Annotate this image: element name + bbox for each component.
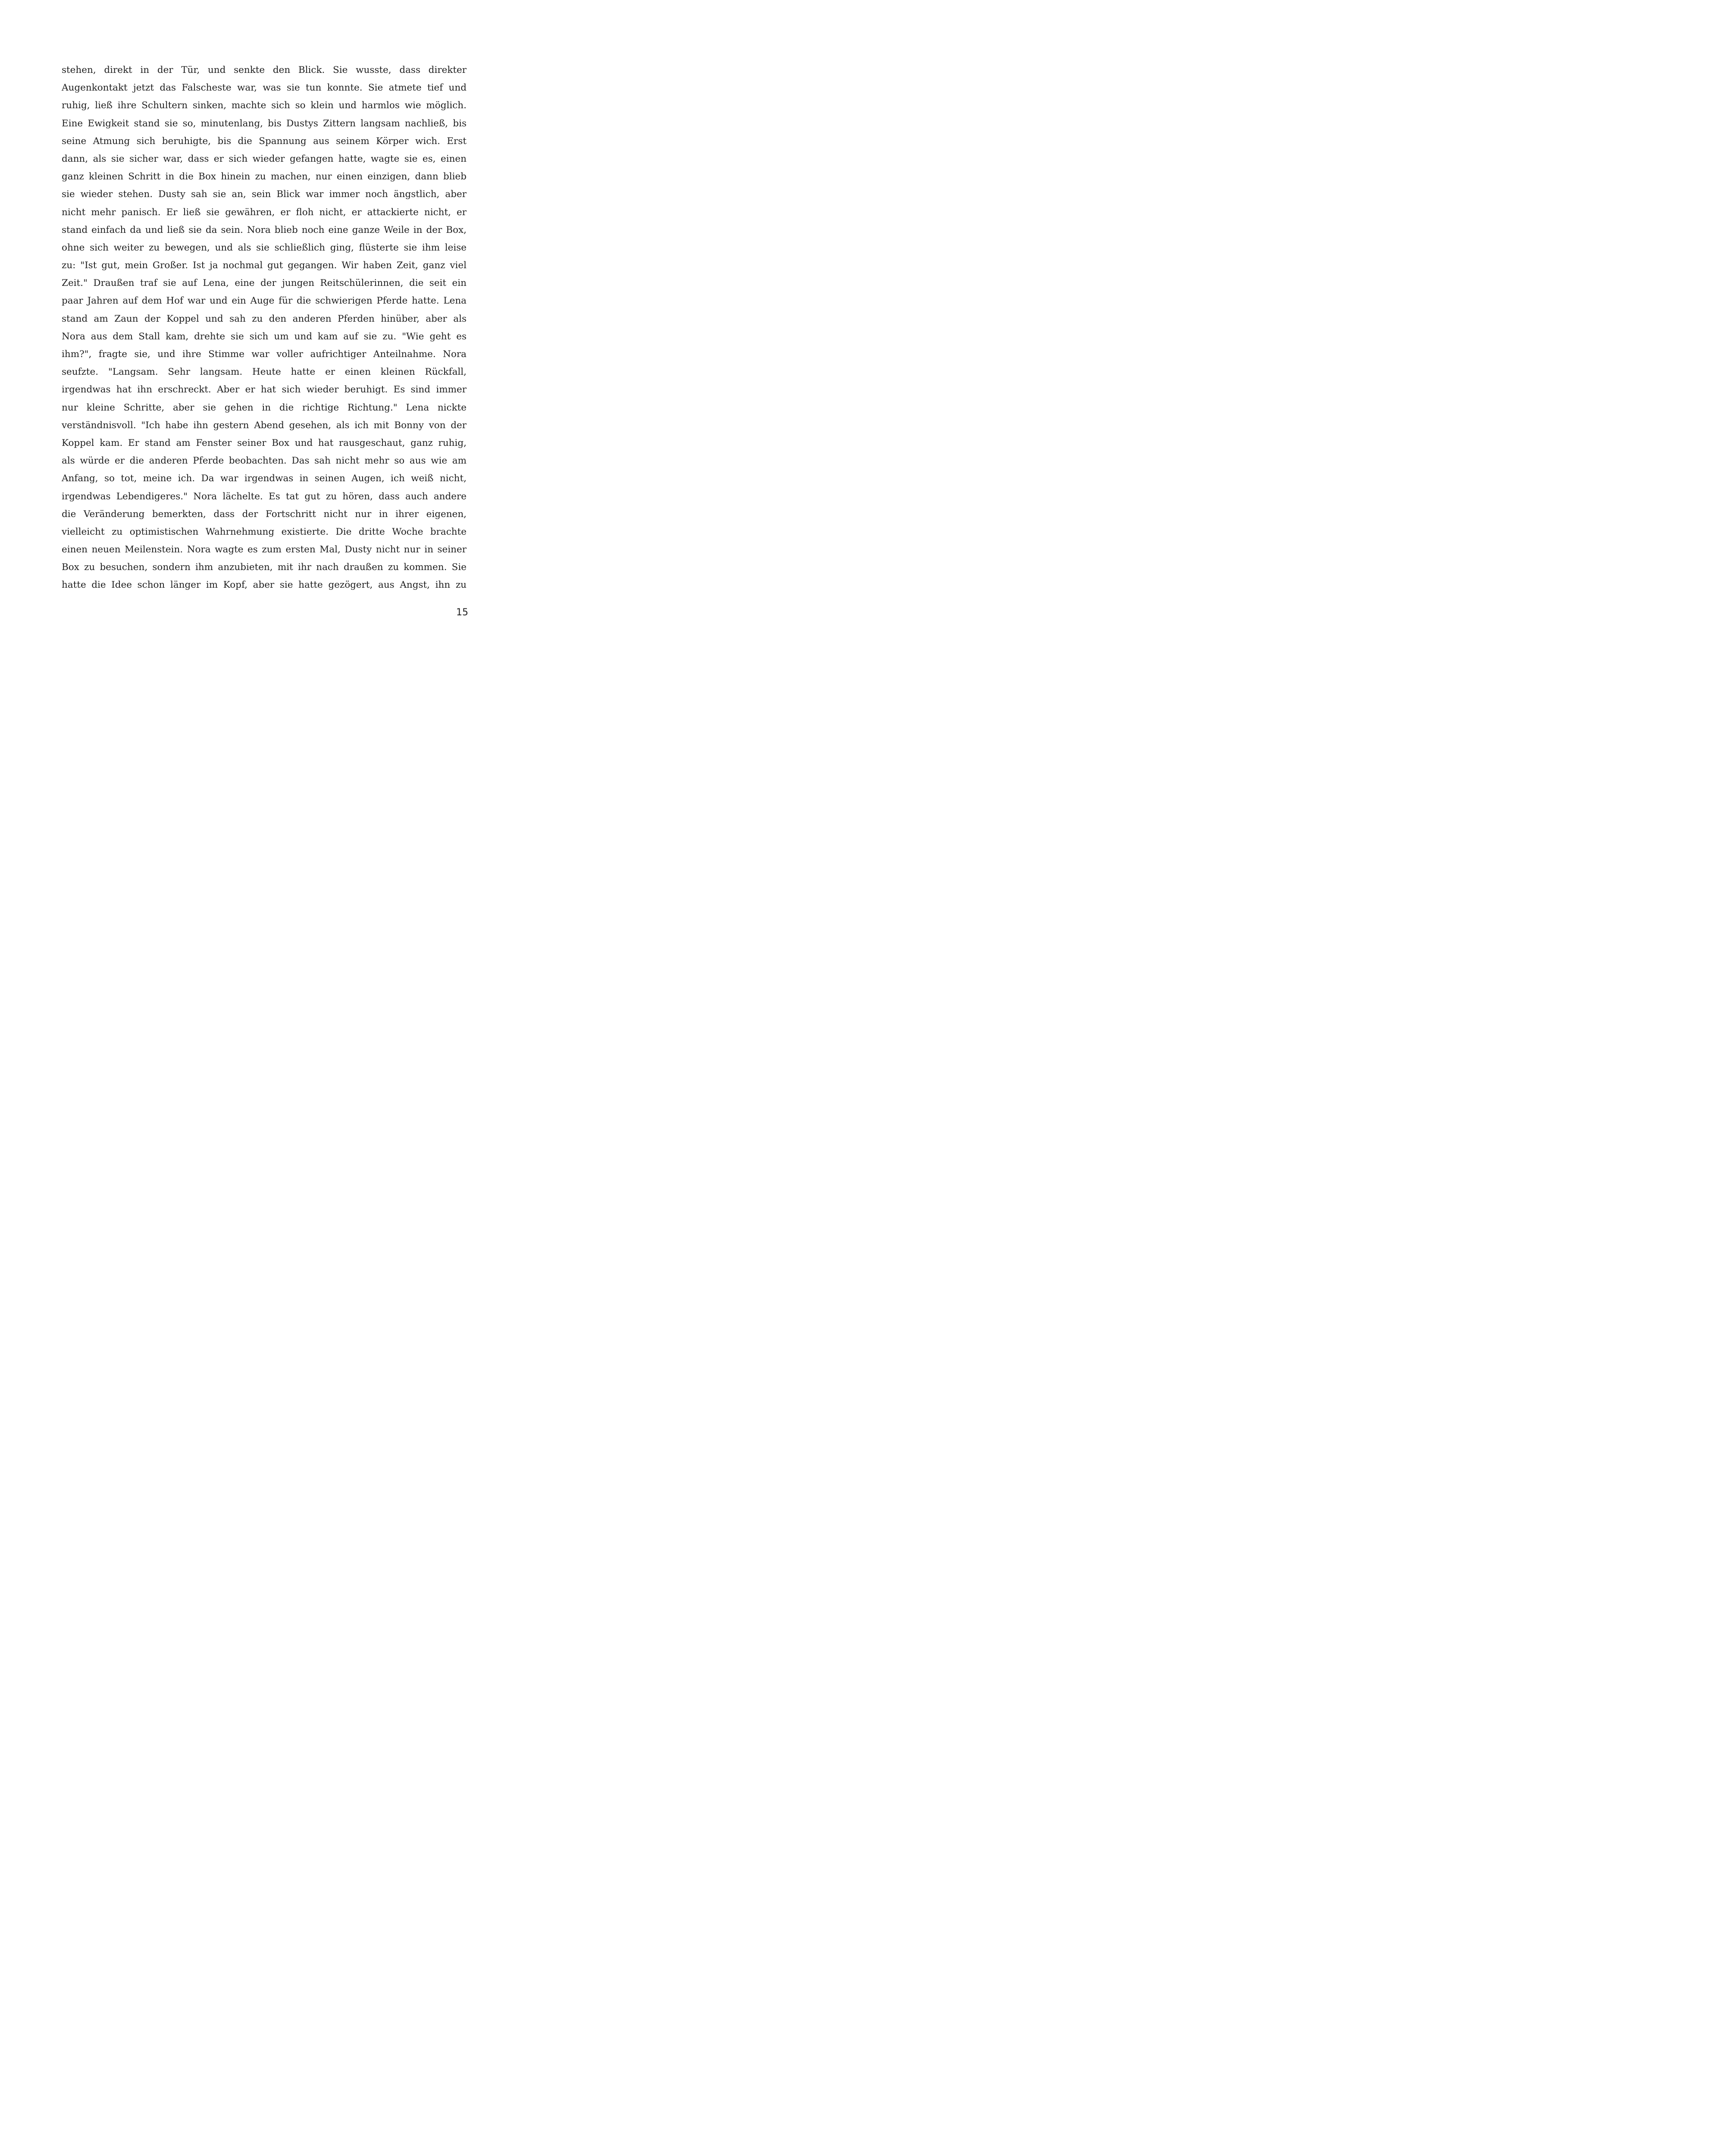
text-line: zu: "Ist gut, mein Großer. Ist ja nochmal gut gegangen. Wir haben Zeit, ganz viel	[62, 260, 467, 271]
text-line: seufzte. "Langsam. Sehr langsam. Heute hatte er einen kleinen Rückfall,	[62, 367, 467, 378]
text-line: Koppel kam. Er stand am Fenster seiner Box und hat rausgeschaut, ganz ruhig,	[62, 437, 467, 448]
text-line: sie wieder stehen. Dusty sah sie an, sein Blick war immer noch ängstlich, aber	[62, 189, 467, 200]
text-line: seine Atmung sich beruhigte, bis die Spannung aus seinem Körper wich. Erst	[62, 135, 467, 147]
text-line: die Veränderung bemerkten, dass der Fortschritt nicht nur in ihrer eigenen,	[62, 508, 467, 520]
text-line: vielleicht zu optimistischen Wahrnehmung existierte. Die dritte Woche brachte	[62, 526, 467, 537]
page-number: 15	[456, 607, 468, 618]
text-line: ganz kleinen Schritt in die Box hinein zu machen, nur einen einzigen, dann blieb	[62, 171, 467, 182]
text-line: nur kleine Schritte, aber sie gehen in die richtige Richtung." Lena nickte	[62, 402, 467, 413]
text-line: verständnisvoll. "Ich habe ihn gestern Abend gesehen, als ich mit Bonny von der	[62, 420, 467, 431]
text-line: stand am Zaun der Koppel und sah zu den anderen Pferden hinüber, aber als	[62, 313, 467, 324]
text-line: ihm?", fragte sie, und ihre Stimme war voller aufrichtiger Anteilnahme. Nora	[62, 349, 467, 360]
text-line: Zeit." Draußen traf sie auf Lena, eine der jungen Reitschülerinnen, die seit ein	[62, 278, 467, 289]
text-line: Nora aus dem Stall kam, drehte sie sich um und kam auf sie zu. "Wie geht es	[62, 331, 467, 342]
text-line: Augenkontakt jetzt das Falscheste war, was sie tun konnte. Sie atmete tief und	[62, 82, 467, 94]
text-line: Anfang, so tot, meine ich. Da war irgendwas in seinen Augen, ich weiß nicht,	[62, 473, 467, 484]
text-line: ruhig, ließ ihre Schultern sinken, machte sich so klein und harmlos wie möglich.	[62, 100, 467, 111]
body-text	[62, 61, 467, 594]
text-line: dann, als sie sicher war, dass er sich wieder gefangen hatte, wagte sie es, einen	[62, 153, 467, 164]
text-line: hatte die Idee schon länger im Kopf, aber sie hatte gezögert, aus Angst, ihn zu	[62, 580, 467, 591]
text-line: irgendwas Lebendigeres." Nora lächelte. Es tat gut zu hören, dass auch andere	[62, 491, 467, 502]
text-line: stand einfach da und ließ sie da sein. Nora blieb noch eine ganze Weile in der Box,	[62, 224, 467, 235]
document-page	[0, 0, 517, 670]
text-line: paar Jahren auf dem Hof war und ein Auge für die schwierigen Pferde hatte. Lena	[62, 295, 467, 307]
text-line: ohne sich weiter zu bewegen, und als sie schließlich ging, flüsterte sie ihm leise	[62, 242, 467, 253]
text-line: Box zu besuchen, sondern ihm anzubieten, mit ihr nach draußen zu kommen. Sie	[62, 562, 467, 573]
text-line: stehen, direkt in der Tür, und senkte den Blick. Sie wusste, dass direkter	[62, 65, 467, 75]
text-line: als würde er die anderen Pferde beobachten. Das sah nicht mehr so aus wie am	[62, 455, 467, 467]
text-line: nicht mehr panisch. Er ließ sie gewähren, er floh nicht, er attackierte nicht, er	[62, 207, 467, 218]
text-line: Eine Ewigkeit stand sie so, minutenlang, bis Dustys Zittern langsam nachließ, bis	[62, 118, 467, 129]
text-line: einen neuen Meilenstein. Nora wagte es zum ersten Mal, Dusty nicht nur in seiner	[62, 544, 467, 555]
text-line: irgendwas hat ihn erschreckt. Aber er hat sich wieder beruhigt. Es sind immer	[62, 384, 467, 395]
